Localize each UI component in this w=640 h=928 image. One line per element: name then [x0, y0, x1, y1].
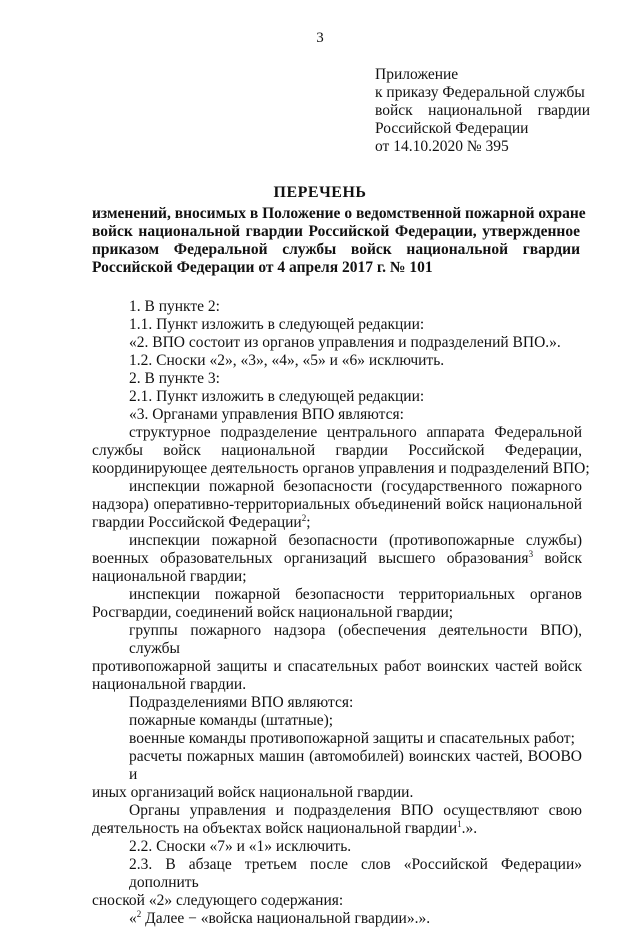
body-text: .». [461, 820, 478, 837]
body-text: « [129, 910, 137, 927]
document-title: ПЕРЕЧЕНЬ [273, 184, 367, 201]
body-line: противопожарной защиты и спасательных работ воинских частей войск [92, 658, 582, 675]
footnote-ref: 2 [301, 512, 307, 523]
body-line [92, 514, 582, 532]
body-line [92, 820, 582, 838]
body-line: группы пожарного надзора (обеспечения деятельности ВПО), службы [129, 622, 582, 657]
subtitle-line: войск национальной гвардии Российской Федерации, утвержденное [92, 223, 580, 240]
body-line: 2.2. Сноски «7» и «1» исключить. [129, 838, 352, 855]
body-text: деятельность на объектах войск национальной гвардии [92, 820, 458, 837]
body-line: надзора) оперативно-территориальных объединений войск национальной [92, 496, 582, 513]
body-line: инспекции пожарной безопасности (противопожарные службы) [129, 532, 582, 549]
body-line: инспекции пожарной безопасности (государственного пожарного [129, 478, 582, 495]
subtitle-line: Российской Федерации от 4 апреля 2017 г. № 101 [92, 259, 433, 276]
body-line: расчеты пожарных машин (автомобилей) воинских частей, ВООВО и [129, 748, 582, 783]
document-body [92, 298, 590, 928]
body-line: Росгвардии, соединений войск национальной гвардии; [92, 604, 454, 621]
body-line: 1.2. Сноски «2», «3», «4», «5» и «6» исключить. [129, 352, 445, 369]
body-line [92, 910, 582, 928]
approval-line: к приказу Федеральной службы [375, 84, 585, 101]
subtitle-line: изменений, вносимых в Положение о ведомственной пожарной охране [92, 205, 586, 222]
body-text: гвардии Российской Федерации [92, 514, 302, 531]
body-line: военные команды противопожарной защиты и спасательных работ; [129, 730, 575, 747]
body-line: 2.1. Пункт изложить в следующей редакции: [129, 388, 425, 405]
body-line: координирующее деятельность органов управления и подразделений ВПО; [92, 460, 590, 477]
approval-line: Российской Федерации [375, 120, 529, 137]
page-number: 3 [316, 30, 324, 46]
approval-line: от 14.10.2020 № 395 [375, 138, 509, 155]
footnote-ref: 1 [457, 818, 462, 829]
subtitle-line: приказом Федеральной службы войск национальной гвардии [92, 241, 580, 258]
footnote-ref: 3 [528, 548, 534, 559]
body-line: службы войск национальной гвардии Российской Федерации, [92, 442, 582, 459]
footnote-ref: 2 [136, 908, 142, 919]
body-line: «3. Органами управления ВПО являются: [129, 406, 404, 423]
body-line: 2.3. В абзаце третьем после слов «Российской Федерации» дополнить [129, 856, 582, 891]
body-text: ; [306, 514, 311, 531]
body-line: «2. ВПО состоит из органов управления и подразделений ВПО.». [129, 334, 561, 351]
document-subtitle [92, 205, 586, 277]
approval-block [375, 66, 590, 156]
body-line [92, 550, 582, 568]
body-line: национальной гвардии; [92, 568, 247, 585]
body-text: военных образовательных организаций высшего образования [92, 550, 529, 567]
body-line: сноской «2» следующего содержания: [92, 892, 344, 909]
body-line: пожарные команды (штатные); [129, 712, 334, 729]
body-line: иных организаций войск национальной гвардии. [92, 784, 414, 801]
body-line: Подразделениями ВПО являются: [129, 694, 354, 711]
body-text: Далее − «войска национальной гвардии».». [141, 910, 431, 927]
body-line: 1.1. Пункт изложить в следующей редакции: [129, 316, 425, 333]
body-text: войск [533, 550, 583, 567]
body-line: 2. В пункте 3: [129, 370, 220, 387]
body-line: структурное подразделение центрального аппарата Федеральной [129, 424, 582, 441]
body-line: Органы управления и подразделения ВПО осуществляют свою [129, 802, 582, 819]
body-line: национальной гвардии. [92, 676, 247, 693]
approval-line: войск национальной гвардии [375, 102, 590, 119]
body-line: 1. В пункте 2: [129, 298, 220, 315]
body-line: инспекции пожарной безопасности территориальных органов [129, 586, 582, 603]
approval-line: Приложение [375, 66, 459, 83]
